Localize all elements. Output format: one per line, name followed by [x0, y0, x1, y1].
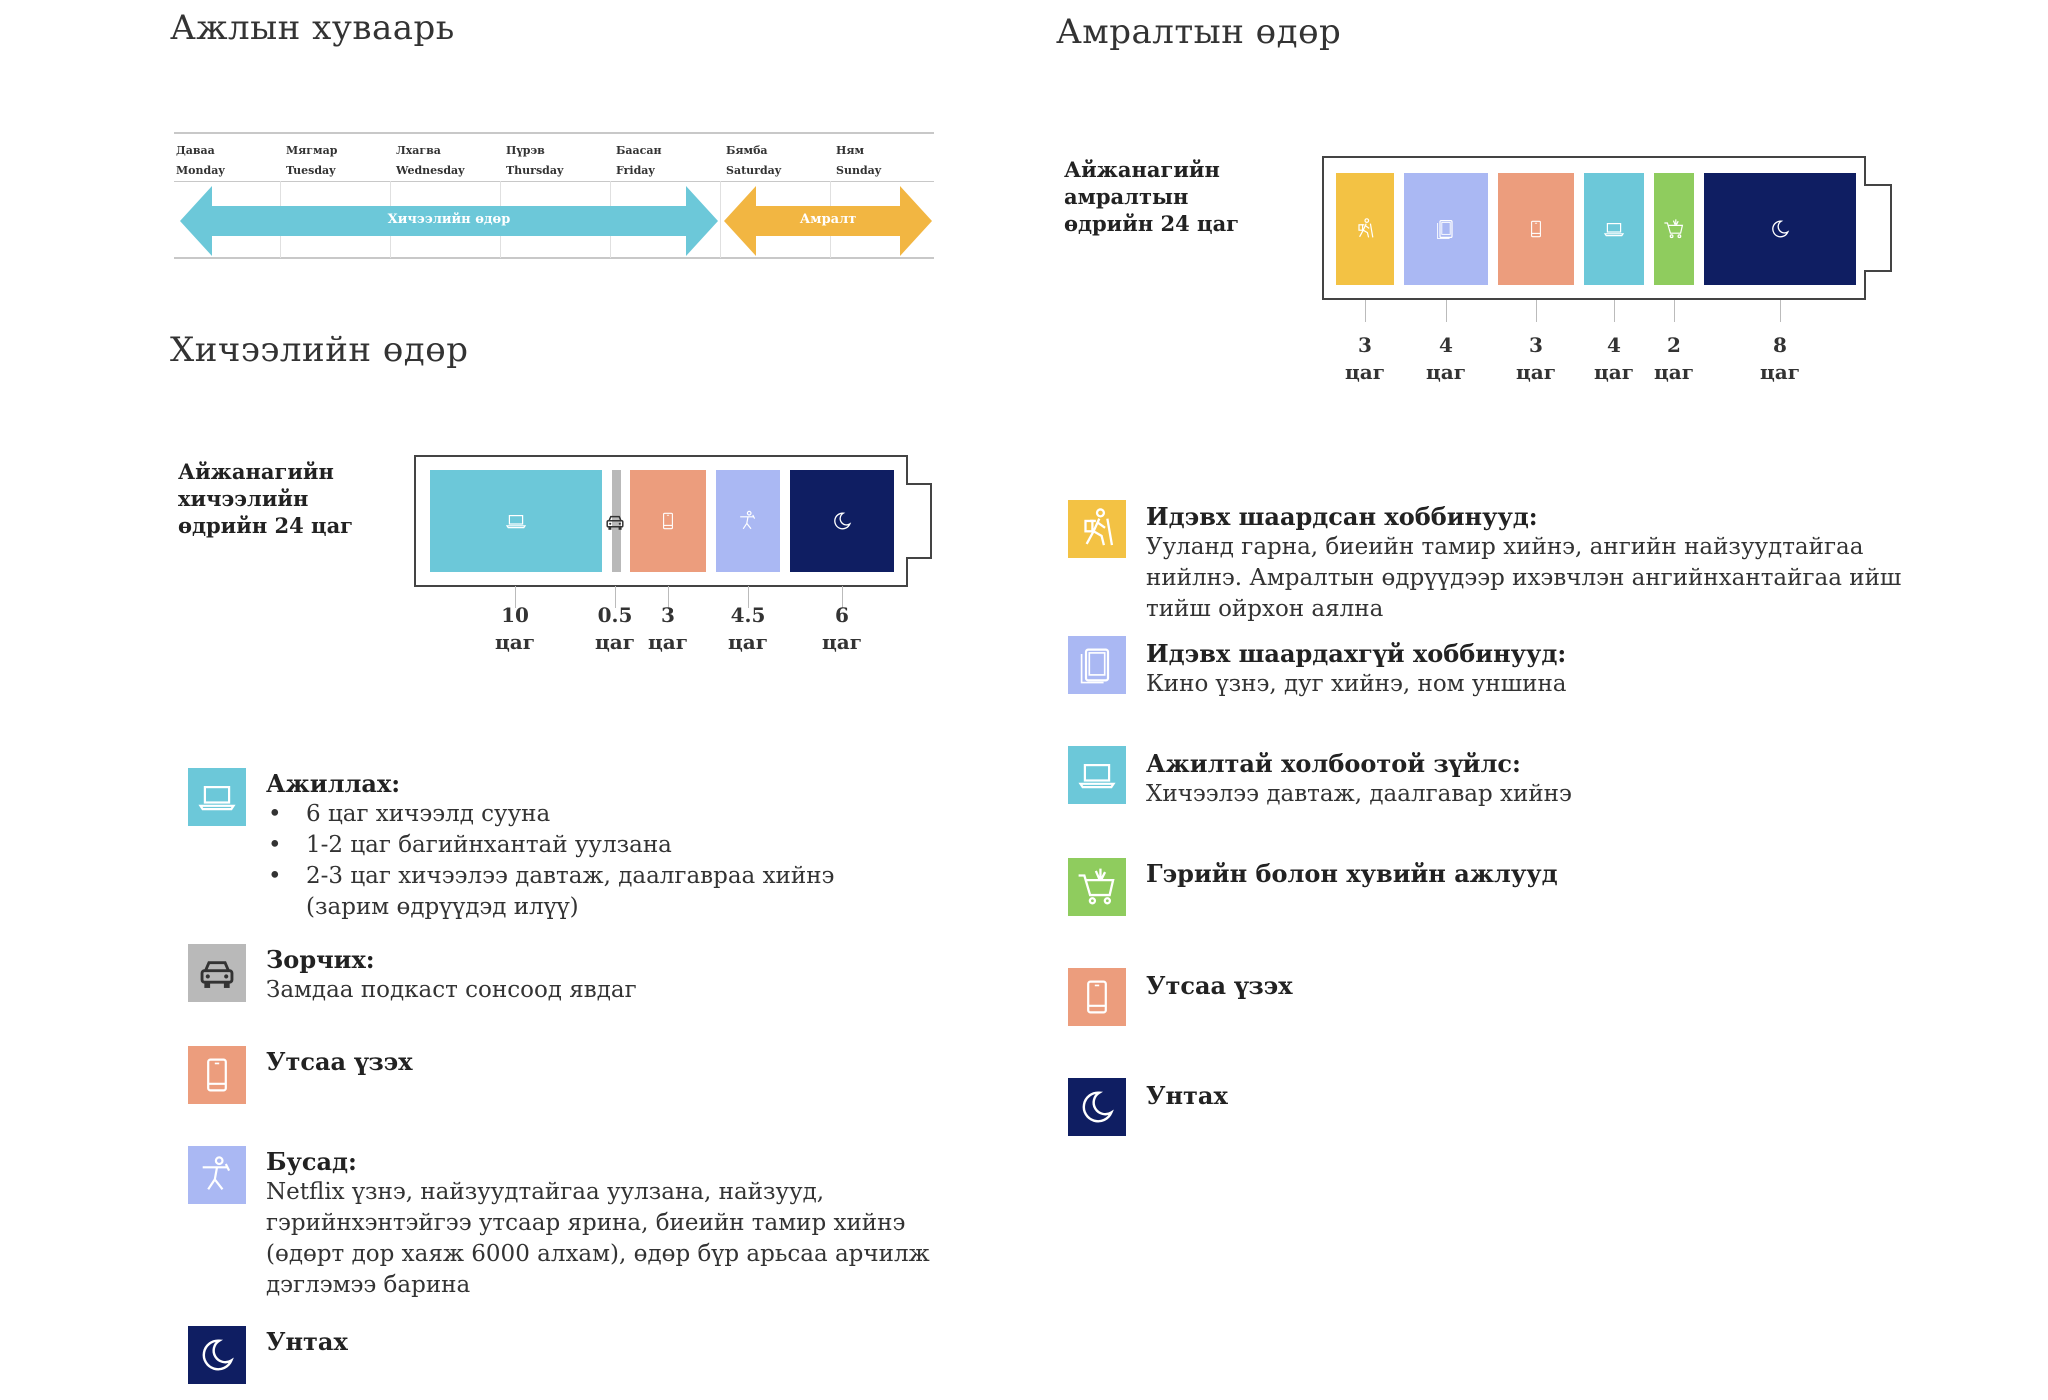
- phone-icon: [1525, 218, 1547, 240]
- study-day-title: Хичээлийн өдөр: [170, 330, 469, 370]
- rest-hours-active: 3 цаг: [1345, 333, 1385, 384]
- day-thursday: Пүрэв Thursday: [506, 144, 564, 177]
- rest-battery-nub: [1864, 184, 1892, 272]
- tablet-icon: [1434, 217, 1458, 241]
- legend-travel-title: Зорчих:: [266, 945, 375, 974]
- rest-hours-phone: 3 цаг: [1516, 333, 1556, 384]
- moon-icon: [830, 509, 854, 533]
- hiking-icon: [1068, 500, 1126, 558]
- legend-travel-text: Замдаа подкаст сонсоод явдаг: [266, 977, 637, 1003]
- legend-other-text: Netflix үзнэ, найзуудтайгаа уулзана, найзууд, гэрийнхэнтэйгээ утсаар ярина, биеийн тамир хийнэ (өдөрт дор хаяж 6000 алхам), өдөр бүр арьсаа арчилж дэглэмээ барина: [266, 1179, 930, 1298]
- legend-other-title: Бусад:: [266, 1147, 357, 1176]
- legend-work-title: Ажиллах:: [266, 769, 401, 798]
- rest-seg-active: [1336, 173, 1394, 285]
- legend-work-list: [266, 799, 906, 892]
- legend-chores-title: Гэрийн болон хувийн ажлууд: [1146, 859, 1558, 888]
- rest-hours-work: 4 цаг: [1594, 333, 1634, 384]
- person-icon: [188, 1146, 246, 1204]
- tick: [1780, 300, 1781, 322]
- legend-phone-title: Утсаа үзэх: [266, 1047, 413, 1076]
- schedule-top-line: [174, 132, 934, 134]
- legend-passive-text: Кино үзнэ, дуг хийнэ, ном уншина: [1146, 671, 1567, 697]
- person-icon: [736, 509, 760, 533]
- rest-seg-sleep: [1704, 173, 1856, 285]
- list-item: • 2-3 цаг хичээлээ давтаж, даалгавраа хийнэ: [266, 861, 906, 892]
- laptop-icon: [188, 768, 246, 826]
- schedule-mid-line: [174, 181, 934, 182]
- study-hours-other: 4.5 цаг: [728, 603, 768, 654]
- legend-sleep-title: Унтах: [266, 1327, 348, 1356]
- phone-icon: [1068, 968, 1126, 1026]
- rest-hours-chores: 2 цаг: [1654, 333, 1694, 384]
- tick: [1536, 300, 1537, 322]
- laptop-icon: [1602, 217, 1626, 241]
- study-seg-sleep: [790, 470, 894, 572]
- tick: [1674, 300, 1675, 322]
- tablet-icon: [1068, 636, 1126, 694]
- tick: [1446, 300, 1447, 322]
- rest-seg-passive: [1404, 173, 1488, 285]
- rest-day-title: Амралтын өдөр: [1056, 12, 1342, 52]
- study-seg-other: [716, 470, 780, 572]
- legend-active-title: Идэвх шаардсан хоббинууд:: [1146, 502, 1538, 531]
- phone-icon: [657, 510, 679, 532]
- tick: [1614, 300, 1615, 322]
- day-tuesday: Мягмар Tuesday: [286, 144, 338, 177]
- study-hours-phone: 3 цаг: [648, 603, 688, 654]
- rest-seg-work: [1584, 173, 1644, 285]
- work-schedule-title: Ажлын хуваарь: [170, 8, 455, 48]
- study-hours-travel: 0.5 цаг: [595, 603, 635, 654]
- cart-icon: [1662, 217, 1686, 241]
- day-sunday: Ням Sunday: [836, 144, 882, 177]
- moon-icon: [188, 1326, 246, 1384]
- tick: [1365, 300, 1366, 322]
- study-hours-sleep: 6 цаг: [822, 603, 862, 654]
- hiking-icon: [1353, 217, 1377, 241]
- study-seg-work: [430, 470, 602, 572]
- legend-passive-title: Идэвх шаардахгүй хоббинууд:: [1146, 639, 1567, 668]
- study-days-arrow-label: Хичээлийн өдөр: [387, 212, 511, 227]
- legend-active-text: Ууланд гарна, биеийн тамир хийнэ, ангийн найзуудтайгаа нийлнэ. Амралтын өдрүүдээр ихэвчлэн ангийнхантайгаа ийш тийш ойрхон аялна: [1146, 534, 1902, 622]
- list-item: • 6 цаг хичээлд сууна: [266, 799, 906, 830]
- laptop-icon: [1068, 746, 1126, 804]
- list-item: • 1-2 цаг багийнхантай уулзана: [266, 830, 906, 861]
- car-icon: [603, 510, 627, 534]
- phone-icon: [188, 1046, 246, 1104]
- rest-seg-chores: [1654, 173, 1694, 285]
- day-friday: Баасан Friday: [616, 144, 662, 177]
- day-monday: Даваа Monday: [176, 144, 225, 177]
- study-battery-label: Айжанагийн хичээлийн өдрийн 24 цаг: [178, 459, 354, 538]
- day-divider: [720, 181, 721, 258]
- schedule-bottom-line: [174, 257, 934, 259]
- study-hours-work: 10 цаг: [495, 603, 535, 654]
- legend-work-rest-text: Хичээлээ давтаж, даалгавар хийнэ: [1146, 781, 1572, 807]
- car-icon: [188, 944, 246, 1002]
- rest-hours-sleep: 8 цаг: [1760, 333, 1800, 384]
- rest-days-arrow-label: Амралт: [799, 212, 857, 227]
- legend-work-note: (зарим өдрүүдэд илүү): [306, 894, 579, 920]
- legend-phone-rest-title: Утсаа үзэх: [1146, 971, 1293, 1000]
- rest-battery-label: Айжанагийн амралтын өдрийн 24 цаг: [1064, 157, 1240, 236]
- day-saturday: Бямба Saturday: [726, 144, 782, 177]
- moon-icon: [1068, 1078, 1126, 1136]
- study-seg-phone: [630, 470, 706, 572]
- legend-work-rest-title: Ажилтай холбоотой зүйлс:: [1146, 749, 1521, 778]
- legend-sleep-rest-title: Унтах: [1146, 1081, 1228, 1110]
- moon-icon: [1768, 217, 1792, 241]
- cart-icon: [1068, 858, 1126, 916]
- rest-hours-passive: 4 цаг: [1426, 333, 1466, 384]
- laptop-icon: [504, 509, 528, 533]
- day-wednesday: Лхагва Wednesday: [396, 144, 465, 177]
- study-battery-nub: [906, 483, 932, 559]
- rest-seg-phone: [1498, 173, 1574, 285]
